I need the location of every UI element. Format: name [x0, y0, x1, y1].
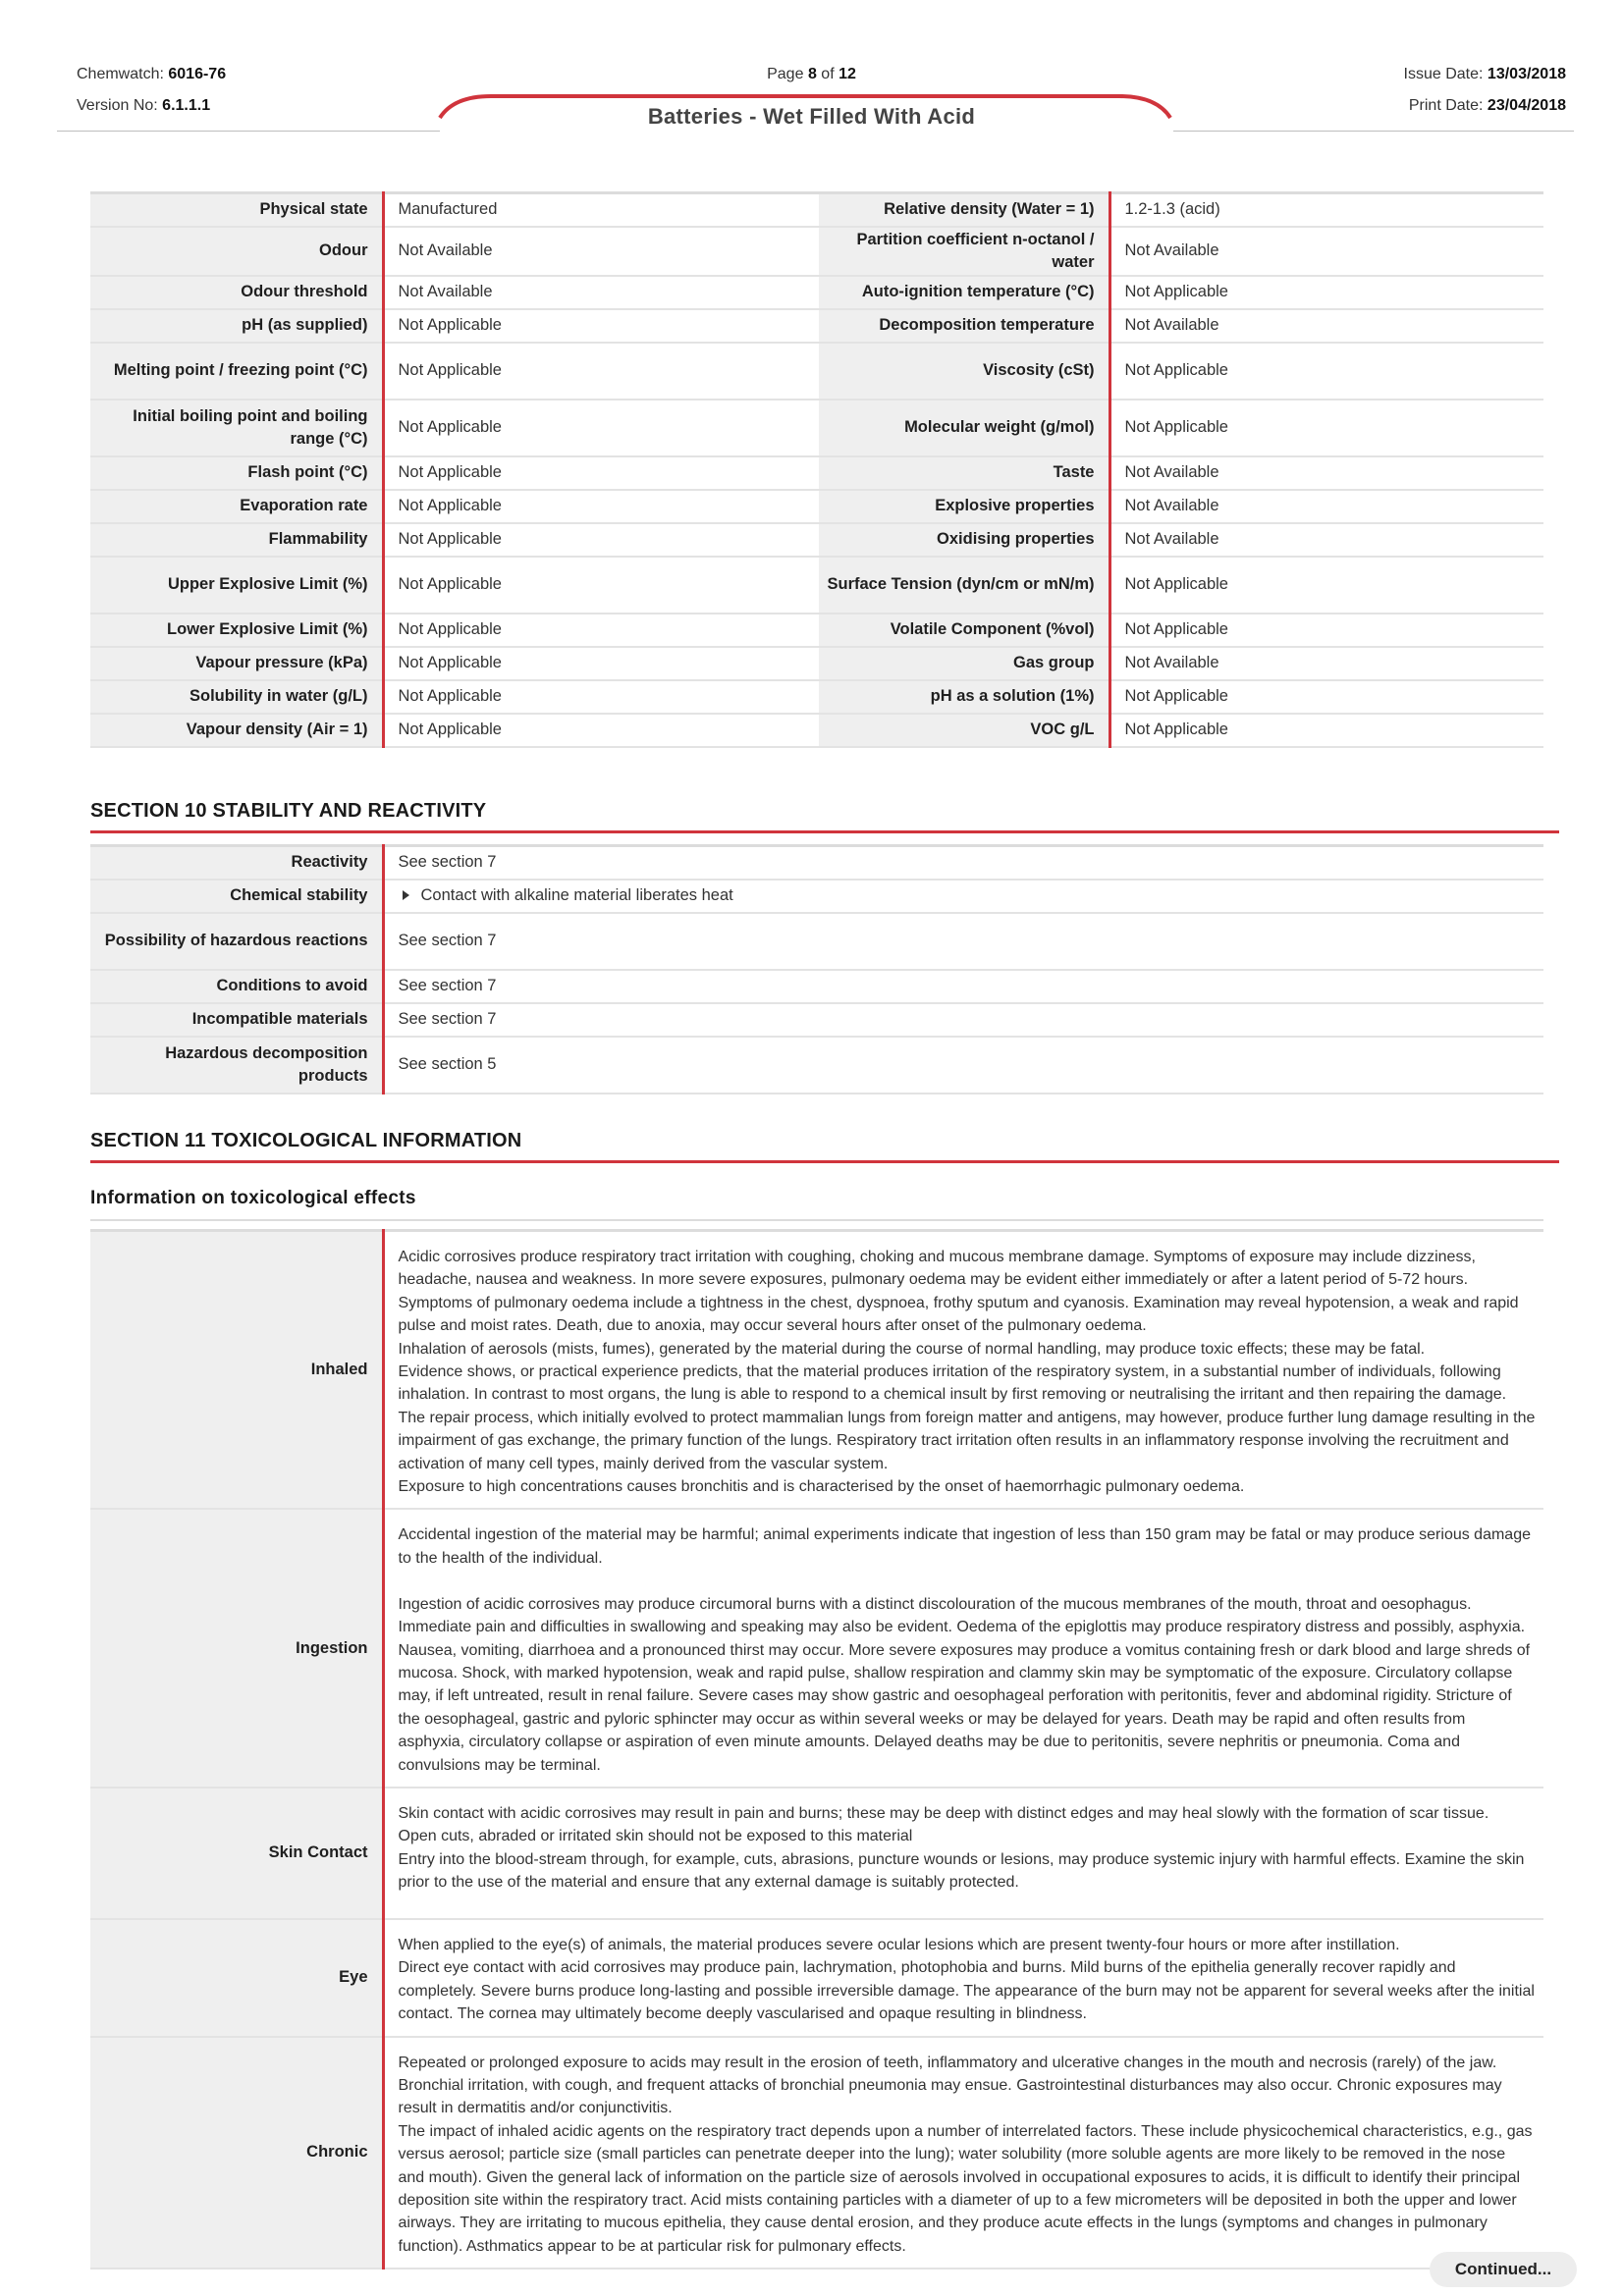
property-label: pH as a solution (1%): [819, 680, 1109, 714]
property-value: Not Applicable: [383, 490, 819, 523]
stability-reactivity-table: [90, 844, 1543, 1095]
property-label: Volatile Component (%vol): [819, 614, 1109, 647]
toxicology-description: [383, 1509, 1543, 1787]
property-label: VOC g/L: [819, 714, 1109, 747]
stability-row: [90, 970, 1543, 1003]
toxicology-route-label: Skin Contact: [90, 1788, 383, 1919]
property-value: Not Applicable: [383, 343, 819, 400]
property-value: Manufactured: [383, 193, 819, 227]
header-rule-left: [57, 131, 440, 132]
property-row: [90, 193, 1543, 227]
property-row: [90, 227, 1543, 276]
property-label: Solubility in water (g/L): [90, 680, 383, 714]
property-value: Not Applicable: [383, 614, 819, 647]
toxicology-row: [90, 2037, 1543, 2269]
stability-row: [90, 880, 1543, 913]
toxicological-effects-table: [90, 1229, 1543, 2269]
print-date: Print Date: 23/04/2018: [1408, 97, 1566, 114]
property-label: Surface Tension (dyn/cm or mN/m): [819, 557, 1109, 614]
toxicology-text: When applied to the eye(s) of animals, the material produces severe ocular lesions which are present twenty-four hours or more after instillation. Direct eye contact with acid corrosives may produce pain, lachrymation, photophobia and burns. Mild burns of the epithelia generally recover rapidly and completely. Severe burns produce long-lasting and possible irreversible damage. The appearance of the burn may not be apparent for several weeks after the initial contact. The cornea may ultimately become deeply vascularised and opaque resulting in blindness.: [398, 1936, 1535, 2023]
property-value: Not Applicable: [1109, 714, 1543, 747]
property-label: Odour: [90, 227, 383, 276]
toxicology-text: Skin contact with acidic corrosives may result in pain and burns; these may be deep with distinct edges and may heal slowly with the formation of scar tissue. Open cuts, abraded or irritated skin should not be exposed to this material Entry into the blood-stream through, for example, cuts, abrasions, puncture wounds or lesions, may produce systemic injury with harmful effects. Examine the skin prior to the use of the material and ensure that any external damage is suitably protected.: [398, 1804, 1525, 1892]
property-value: Not Applicable: [383, 647, 819, 680]
chemwatch-id: Chemwatch: 6016-76: [77, 66, 227, 82]
property-value: Not Applicable: [383, 309, 819, 343]
property-value: Not Available: [1109, 227, 1543, 276]
property-label: pH (as supplied): [90, 309, 383, 343]
property-label: Relative density (Water = 1): [819, 193, 1109, 227]
toxicology-text: Repeated or prolonged exposure to acids may result in the erosion of teeth, inflammatory and ulcerative changes in the mouth and necrosis (rarely) of the jaw. Bronchial irritation, with cough, and frequent attacks of bronchial pneumonia may ensue. Gastrointestinal disturbances may also occur. Chronic exposures may result in dermatitis and/or conjunctivitis. The impact of inhaled acidic agents on the respiratory tract depends upon a number of interrelated factors. These include physicochemical characteristics, e.g., gas versus aerosol; particle size (small particles can penetrate deeper into the lung); water solubility (more soluble agents are more likely to be removed in the nose and mouth). Given the general lack of information on the particle size of aerosols involved in occupational exposures to acids, it is difficult to identify their principal deposition site within the respiratory tract. Acid mists containing particles with a diameter of up to a few micrometers will be deposited in both the upper and lower airways. They are irritating to mucous epithelia, they cause dental erosion, and they produce acute effects in the lungs (symptoms and changes in pulmonary function). Asthmatics appear to be at particular risk for pulmonary effects.: [398, 2054, 1533, 2255]
property-value: Not Available: [1109, 647, 1543, 680]
stability-label: Hazardous decomposition products: [90, 1037, 383, 1094]
stability-row: [90, 913, 1543, 970]
property-row: [90, 490, 1543, 523]
stability-value: See section 7: [383, 1003, 1543, 1037]
stability-value: [383, 880, 1543, 913]
document-title: Batteries - Wet Filled With Acid: [647, 104, 976, 129]
toxicology-route-label: Chronic: [90, 2037, 383, 2269]
property-row: [90, 614, 1543, 647]
property-label: Odour threshold: [90, 276, 383, 309]
stability-label: Reactivity: [90, 846, 383, 880]
stability-row: [90, 846, 1543, 880]
property-label: Taste: [819, 456, 1109, 490]
property-value: Not Applicable: [383, 680, 819, 714]
version-number: Version No: 6.1.1.1: [77, 97, 211, 114]
property-row: [90, 343, 1543, 400]
property-label: Vapour pressure (kPa): [90, 647, 383, 680]
property-label: Decomposition temperature: [819, 309, 1109, 343]
stability-label: Possibility of hazardous reactions: [90, 913, 383, 970]
property-value: Not Applicable: [1109, 276, 1543, 309]
property-label: Lower Explosive Limit (%): [90, 614, 383, 647]
toxicology-description: [383, 1919, 1543, 2037]
property-value: Not Applicable: [1109, 680, 1543, 714]
issue-date: Issue Date: 13/03/2018: [1403, 66, 1566, 82]
stability-value: See section 7: [383, 913, 1543, 970]
property-value: 1.2-1.3 (acid): [1109, 193, 1543, 227]
property-value: Not Available: [1109, 490, 1543, 523]
toxicology-route-label: Eye: [90, 1919, 383, 2037]
property-row: [90, 557, 1543, 614]
property-row: [90, 276, 1543, 309]
section-11-heading: SECTION 11 TOXICOLOGICAL INFORMATION: [90, 1130, 1559, 1163]
toxicology-route-label: Ingestion: [90, 1509, 383, 1787]
property-label: Explosive properties: [819, 490, 1109, 523]
property-row: [90, 680, 1543, 714]
property-value: Not Applicable: [383, 557, 819, 614]
property-label: Upper Explosive Limit (%): [90, 557, 383, 614]
property-row: [90, 456, 1543, 490]
property-value: Not Available: [383, 227, 819, 276]
property-label: Gas group: [819, 647, 1109, 680]
section-10-heading: SECTION 10 STABILITY AND REACTIVITY: [90, 800, 1559, 833]
property-value: Not Available: [1109, 523, 1543, 557]
property-row: [90, 309, 1543, 343]
property-row: [90, 647, 1543, 680]
property-label: Vapour density (Air = 1): [90, 714, 383, 747]
stability-row: [90, 1037, 1543, 1094]
property-label: Molecular weight (g/mol): [819, 400, 1109, 456]
property-label: Evaporation rate: [90, 490, 383, 523]
property-label: Flash point (°C): [90, 456, 383, 490]
toxicology-description: [383, 1231, 1543, 1510]
stability-value: See section 7: [383, 970, 1543, 1003]
property-label: Viscosity (cSt): [819, 343, 1109, 400]
property-value: Not Applicable: [383, 714, 819, 747]
stability-row: [90, 1003, 1543, 1037]
property-label: Partition coefficient n-octanol / water: [819, 227, 1109, 276]
property-value: Not Available: [1109, 456, 1543, 490]
property-value: Not Available: [1109, 309, 1543, 343]
property-value: Not Applicable: [383, 523, 819, 557]
toxicology-text: Accidental ingestion of the material may be harmful; animal experiments indicate that ingestion of less than 150 gram may be fatal or may produce serious damage to the health of the individual. Ingestion of acidic corrosives may produce circumoral burns with a distinct discolouration of the mucous membranes of the mouth, throat and oesophagus. Immediate pain and difficulties in swallowing and speaking may also be evident. Oedema of the epiglottis may produce respiratory distress and possibly, asphyxia. Nausea, vomiting, diarrhoea and a pronounced thirst may occur. More severe exposures may produce a vomitus containing fresh or dark blood and large shreds of mucosa. Shock, with marked hypotension, weak and rapid pulse, shallow respiration and clammy skin may be symptomatic of the exposure. Circulatory collapse may, if left untreated, result in renal failure. Severe cases may show gastric and oesophageal perforation with peritonitis, fever and abdominal rigidity. Stricture of the oesophageal, gastric and pyloric sphincter may occur as within several weeks or may be delayed for years. Death may be rapid and often results from asphyxia, circulatory collapse or aspiration of even minute amounts. Delayed deaths may be due to peritonitis, severe nephritis or pneumonia. Coma and convulsions may be terminal.: [398, 1526, 1531, 1774]
toxicology-row: [90, 1231, 1543, 1510]
stability-value-text: Contact with alkaline material liberates heat: [420, 886, 733, 904]
property-row: [90, 400, 1543, 456]
physical-properties-table: [90, 191, 1543, 748]
stability-label: Conditions to avoid: [90, 970, 383, 1003]
header-rule-right: [1173, 131, 1574, 132]
property-value: Not Applicable: [1109, 614, 1543, 647]
bullet-arrow-icon: [403, 890, 409, 900]
toxicology-route-label: Inhaled: [90, 1231, 383, 1510]
toxicology-description: [383, 2037, 1543, 2269]
continued-badge: Continued...: [1430, 2252, 1577, 2287]
property-label: Melting point / freezing point (°C): [90, 343, 383, 400]
property-row: [90, 523, 1543, 557]
property-value: Not Applicable: [1109, 343, 1543, 400]
stability-label: Incompatible materials: [90, 1003, 383, 1037]
property-value: Not Applicable: [383, 400, 819, 456]
property-value: Not Available: [383, 276, 819, 309]
stability-label: Chemical stability: [90, 880, 383, 913]
stability-value: See section 5: [383, 1037, 1543, 1094]
toxicology-description: [383, 1788, 1543, 1919]
toxicology-row: [90, 1919, 1543, 2037]
page-number: Page 8 of 12: [767, 66, 856, 82]
property-row: [90, 714, 1543, 747]
property-label: Auto-ignition temperature (°C): [819, 276, 1109, 309]
property-value: Not Applicable: [1109, 557, 1543, 614]
property-label: Initial boiling point and boiling range (°C): [90, 400, 383, 456]
toxicology-text: Acidic corrosives produce respiratory tract irritation with coughing, choking and mucous membrane damage. Symptoms of exposure may include dizziness, headache, nausea and weakness. In more severe exposures, pulmonary oedema may be evident either immediately or after a latent period of 5-72 hours. Symptoms of pulmonary oedema include a tightness in the chest, dyspnoea, frothy sputum and cyanosis. Examination may reveal hypotension, a weak and rapid pulse and moist rates. Death, due to anoxia, may occur several hours after onset of the pulmonary oedema. Inhalation of aerosols (mists, fumes), generated by the material during the course of normal handling, may produce toxic effects; these may be fatal. Evidence shows, or practical experience predicts, that the material produces irritation of the respiratory system, in a substantial number of individuals, following inhalation. In contrast to most organs, the lung is able to respond to a chemical insult by first removing or neutralising the irritant and then repairing the damage. The repair process, which initially evolved to protect mammalian lungs from foreign matter and antigens, may however, produce further lung damage resulting in the impairment of gas exchange, the primary function of the lungs. Respiratory tract irritation often results in an inflammatory response involving the recruitment and activation of many cell types, mainly derived from the vascular system. Exposure to high concentrations causes bronchitis and is characterised by the onset of haemorrhagic pulmonary oedema.: [398, 1249, 1536, 1496]
stability-value: See section 7: [383, 846, 1543, 880]
property-value: Not Applicable: [383, 456, 819, 490]
property-value: Not Applicable: [1109, 400, 1543, 456]
property-label: Physical state: [90, 193, 383, 227]
property-label: Oxidising properties: [819, 523, 1109, 557]
toxicological-effects-subheading: Information on toxicological effects: [90, 1188, 1543, 1221]
property-label: Flammability: [90, 523, 383, 557]
toxicology-row: [90, 1509, 1543, 1787]
toxicology-row: [90, 1788, 1543, 1919]
